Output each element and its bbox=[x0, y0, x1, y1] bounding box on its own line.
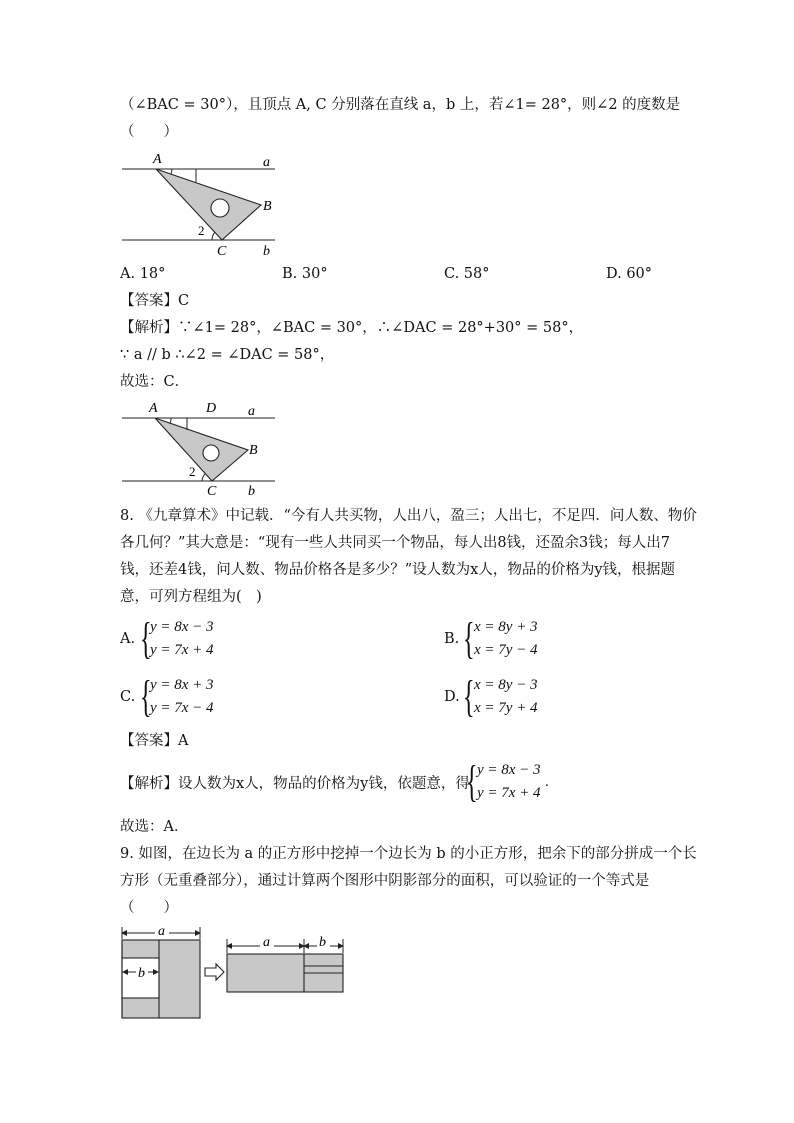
q8-option-a-brace: { bbox=[140, 614, 152, 663]
label-B: B bbox=[249, 443, 258, 458]
q8-option-c-eq2: y = 7x − 4 bbox=[150, 700, 214, 716]
q8-stem-line4: 意，可列方程组为( ) bbox=[120, 589, 262, 605]
set-square-hole bbox=[211, 199, 229, 217]
label-2: 2 bbox=[189, 464, 196, 479]
angle-2-arc bbox=[212, 232, 215, 240]
q8-stem-line2: 各几何？”其大意是：“现有一些人共同买一个物品，每人出8钱，还盈余3钱；每人出7 bbox=[120, 535, 670, 551]
q9-squares-figure bbox=[115, 922, 355, 1024]
q8-stem-line1: 8. 《九章算术》中记载．“今有人共买物，人出八，盈三；人出七，不足四．问人数、物价 bbox=[120, 508, 697, 524]
q7-stem-line2: （ ） bbox=[120, 124, 178, 140]
q8-answer: 【答案】A bbox=[120, 733, 189, 749]
label-D: D bbox=[206, 401, 217, 416]
q8-option-c-brace: { bbox=[140, 672, 152, 721]
q8-option-d-eq1: x = 8y − 3 bbox=[474, 677, 538, 693]
q9-stem-line3: （ ） bbox=[120, 900, 178, 916]
set-square bbox=[156, 169, 261, 240]
label-a: a bbox=[263, 155, 270, 170]
q8-option-d-eq2: x = 7y + 4 bbox=[474, 700, 538, 716]
set-square bbox=[155, 418, 248, 481]
q8-analysis-eq2: y = 7x + 4 bbox=[477, 785, 541, 801]
q7-analysis-line2: ∵ a // b ∴∠2 = ∠DAC = 58°， bbox=[120, 347, 335, 363]
set-square-hole bbox=[203, 445, 219, 461]
label-2: 2 bbox=[198, 223, 205, 238]
q7-stem-line1: （∠BAC = 30°），且顶点 A, C 分别落在直线 a，b 上，若∠1= 28°，则∠2 的度数是 bbox=[120, 97, 681, 113]
q8-option-a-label: A. bbox=[120, 631, 136, 647]
label-C: C bbox=[207, 484, 217, 499]
q8-conclusion: 故选：A． bbox=[120, 819, 189, 835]
label-b: b bbox=[248, 484, 255, 499]
q7-option-c: C. 58° bbox=[444, 266, 490, 282]
transform-arrow-icon bbox=[205, 964, 224, 980]
q8-option-b-eq1: x = 8y + 3 bbox=[474, 619, 538, 635]
q8-option-b-eq2: x = 7y − 4 bbox=[474, 642, 538, 658]
q9-stem-line2: 方形（无重叠部分），通过计算两个图形中阴影部分的面积，可以验证的一个等式是 bbox=[120, 873, 650, 889]
q8-option-b-brace: { bbox=[463, 614, 475, 663]
q8-analysis-brace: { bbox=[466, 757, 478, 806]
q8-analysis-eq1: y = 8x − 3 bbox=[477, 762, 541, 778]
q8-option-c-eq1: y = 8x + 3 bbox=[150, 677, 214, 693]
q7-triangle-figure bbox=[115, 146, 285, 262]
q7-solution-figure bbox=[115, 398, 285, 500]
label-B: B bbox=[263, 199, 272, 214]
label-b: b bbox=[263, 244, 270, 259]
q8-option-d-brace: { bbox=[463, 672, 475, 721]
angle-2-arc bbox=[202, 474, 205, 481]
q8-analysis: 【解析】设人数为x人，物品的价格为y钱，依题意，得 bbox=[120, 776, 470, 792]
label-A: A bbox=[149, 401, 158, 416]
q8-analysis-period: . bbox=[545, 774, 549, 790]
label-b-left: b bbox=[138, 966, 145, 981]
q8-option-d-label: D. bbox=[444, 689, 460, 705]
angle-1-arc bbox=[171, 169, 172, 174]
q7-option-d: D. 60° bbox=[606, 266, 653, 282]
label-a-right: a bbox=[263, 935, 270, 950]
q8-stem-line3: 钱，还差4钱，问人数、物品价格各是多少？”设人数为x人，物品的价格为y钱，根据题 bbox=[120, 562, 676, 578]
q7-option-b: B. 30° bbox=[282, 266, 328, 282]
label-C: C bbox=[217, 244, 227, 259]
q7-answer: 【答案】C bbox=[120, 293, 190, 309]
label-a: a bbox=[248, 404, 255, 419]
q8-option-a-eq1: y = 8x − 3 bbox=[150, 619, 214, 635]
q8-option-b-label: B. bbox=[444, 631, 460, 647]
q9-stem-line1: 9. 如图，在边长为 a 的正方形中挖掉一个边长为 b 的小正方形，把余下的部分拼成一个长 bbox=[120, 846, 697, 862]
label-a-left: a bbox=[158, 924, 165, 939]
label-A: A bbox=[153, 152, 162, 167]
q7-analysis-line1: 【解析】∵∠1= 28°，∠BAC = 30°，∴∠DAC = 28°+30° = 58°， bbox=[120, 320, 584, 336]
q8-option-c-label: C. bbox=[120, 689, 136, 705]
q7-option-a: A. 18° bbox=[120, 266, 166, 282]
label-b-right: b bbox=[319, 935, 326, 950]
q8-option-a-eq2: y = 7x + 4 bbox=[150, 642, 214, 658]
q7-conclusion: 故选：C． bbox=[120, 374, 190, 390]
